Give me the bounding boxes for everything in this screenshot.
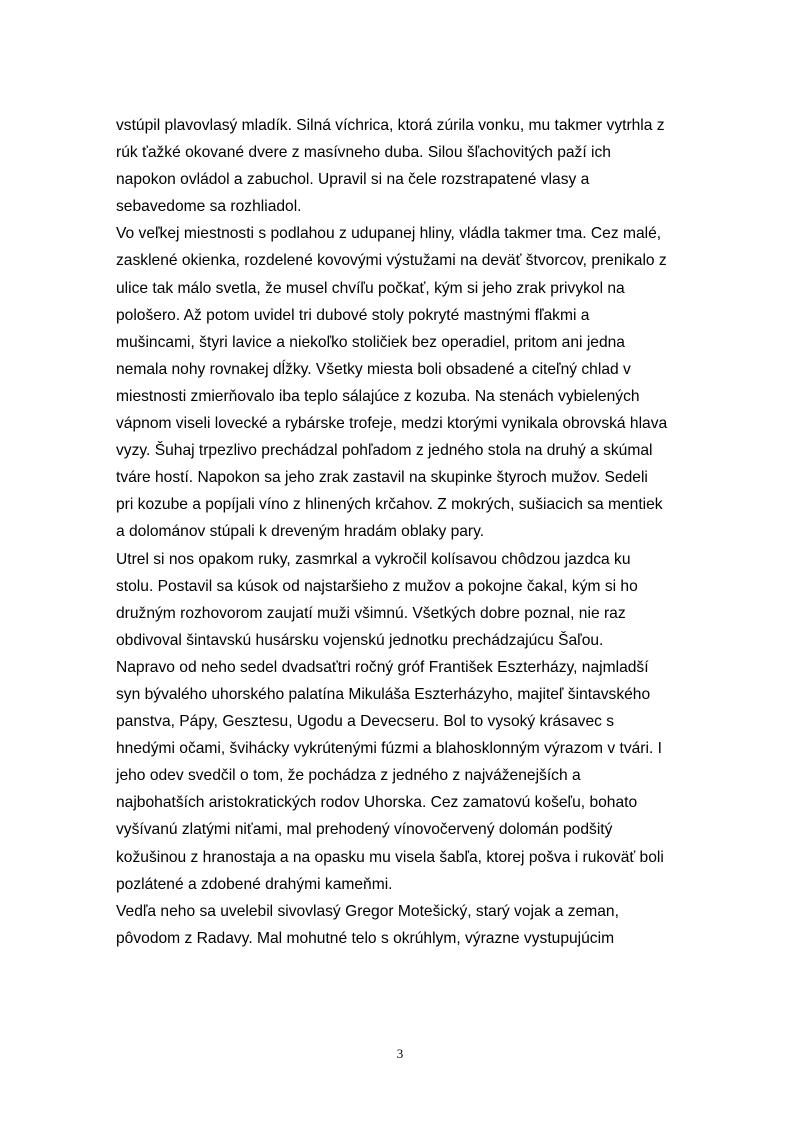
text-line: pološero. Až potom uvidel tri dubové stoly pokryté mastnými fľakmi a xyxy=(116,306,590,324)
text-line: syn bývalého uhorského palatína Mikuláša Eszterházyho, majiteľ šintavského xyxy=(116,685,651,703)
text-line: kožušinou z hranostaja a na opasku mu visela šabľa, ktorej pošva i rukoväť boli xyxy=(116,848,664,866)
text-line: rúk ťažké okované dvere z masívneho duba. Silou šľachovitých paží ich xyxy=(116,144,611,162)
text-line: vyzy. Šuhaj trpezlivo prechádzal pohľadom z jedného stola na druhý a skúmal xyxy=(116,442,653,460)
text-line: hnedými očami, šviháckу vykrútenými fúzmi a blahosklonným výrazom v tvári. I xyxy=(116,740,662,758)
text-line: pri kozube a popíjali víno z hlinených krčahov. Z mokrých, sušiacich sa mentiek xyxy=(116,496,663,514)
text-line: vyšívanú zlatými niťami, mal prehodený vínovočervený dolomán podšitý xyxy=(116,821,613,839)
text-line: mušincami, štyri lavice a niekoľko stoličiek bez operadiel, pritom ani jedna xyxy=(116,333,625,351)
text-line: pozlátené a zdobené drahými kameňmi. xyxy=(116,875,393,893)
text-line: Vedľa neho sa uvelebil sivovlasý Gregor Motešický, starý vojak a zeman, xyxy=(116,902,619,920)
text-line: Vo veľkej miestnosti s podlahou z udupanej hliny, vládla takmer tma. Cez malé, xyxy=(116,225,662,243)
text-line: družným rozhovorom zaujatí muži všimnú. Všetkých dobre poznal, nie raz xyxy=(116,604,626,622)
text-line: panstva, Pápy, Gesztesu, Ugodu a Devecseru. Bol to vysoký krásavec s xyxy=(116,713,615,731)
text-line: miestnosti zmierňovalo iba teplo sálajúce z kozuba. Na stenách vybielených xyxy=(116,387,640,405)
text-line: Utrel si nos opakom ruky, zasmrkal a vykročil kolísavou chôdzou jazdca ku xyxy=(116,550,631,568)
text-line: a dolománov stúpali k dreveným hradám oblaky pary. xyxy=(116,523,485,541)
page-number: 3 xyxy=(396,1046,404,1061)
text-line: tváre hostí. Napokon sa jeho zrak zastavil na skupinke štyroch mužov. Sedeli xyxy=(116,469,648,487)
text-line: zasklené okienka, rozdelené kovovými výstužami na deväť štvorcov, prenikalo z xyxy=(116,252,667,270)
text-line: nemala nohy rovnakej dĺžky. Všetky miesta boli obsadené a citeľný chlad v xyxy=(116,360,631,378)
text-line: najbohatších aristokratických rodov Uhorska. Cez zamatovú košeľu, bohato xyxy=(116,794,638,812)
text-line: vstúpil plavovlasý mladík. Silná víchrica, ktorá zúrila vonku, mu takmer vytrhla z xyxy=(116,117,665,134)
text-line: obdivoval šintavskú husársku vojenskú jednotku prechádzajúcu Šaľou. xyxy=(116,631,604,649)
text-line: pôvodom z Radavy. Mal mohutné telo s okrúhlym, výrazne vystupujúcim xyxy=(116,929,615,947)
text-line: Napravo od neho sedel dvadsaťtri ročný gróf František Eszterházy, najmladší xyxy=(116,658,649,676)
text-line: stolu. Postavil sa kúsok od najstaršieho z mužov a pokojne čakal, kým si ho xyxy=(116,577,638,595)
text-line: napokon ovládol a zabuchol. Upravil si na čele rozstrapatené vlasy a xyxy=(116,171,590,189)
text-line: sebavedome sa rozhliadol. xyxy=(116,198,302,216)
text-line: vápnom viseli lovecké a rybárske trofeje, medzi ktorými vynikala obrovská hlava xyxy=(116,415,668,433)
text-line: jeho odev svedčil o tom, že pochádza z jedného z najváženejších a xyxy=(116,767,581,785)
body-text xyxy=(116,112,696,952)
text-line: ulice tak málo svetla, že musel chvíľu počkať, kým si jeho zrak privykol na xyxy=(116,279,625,297)
